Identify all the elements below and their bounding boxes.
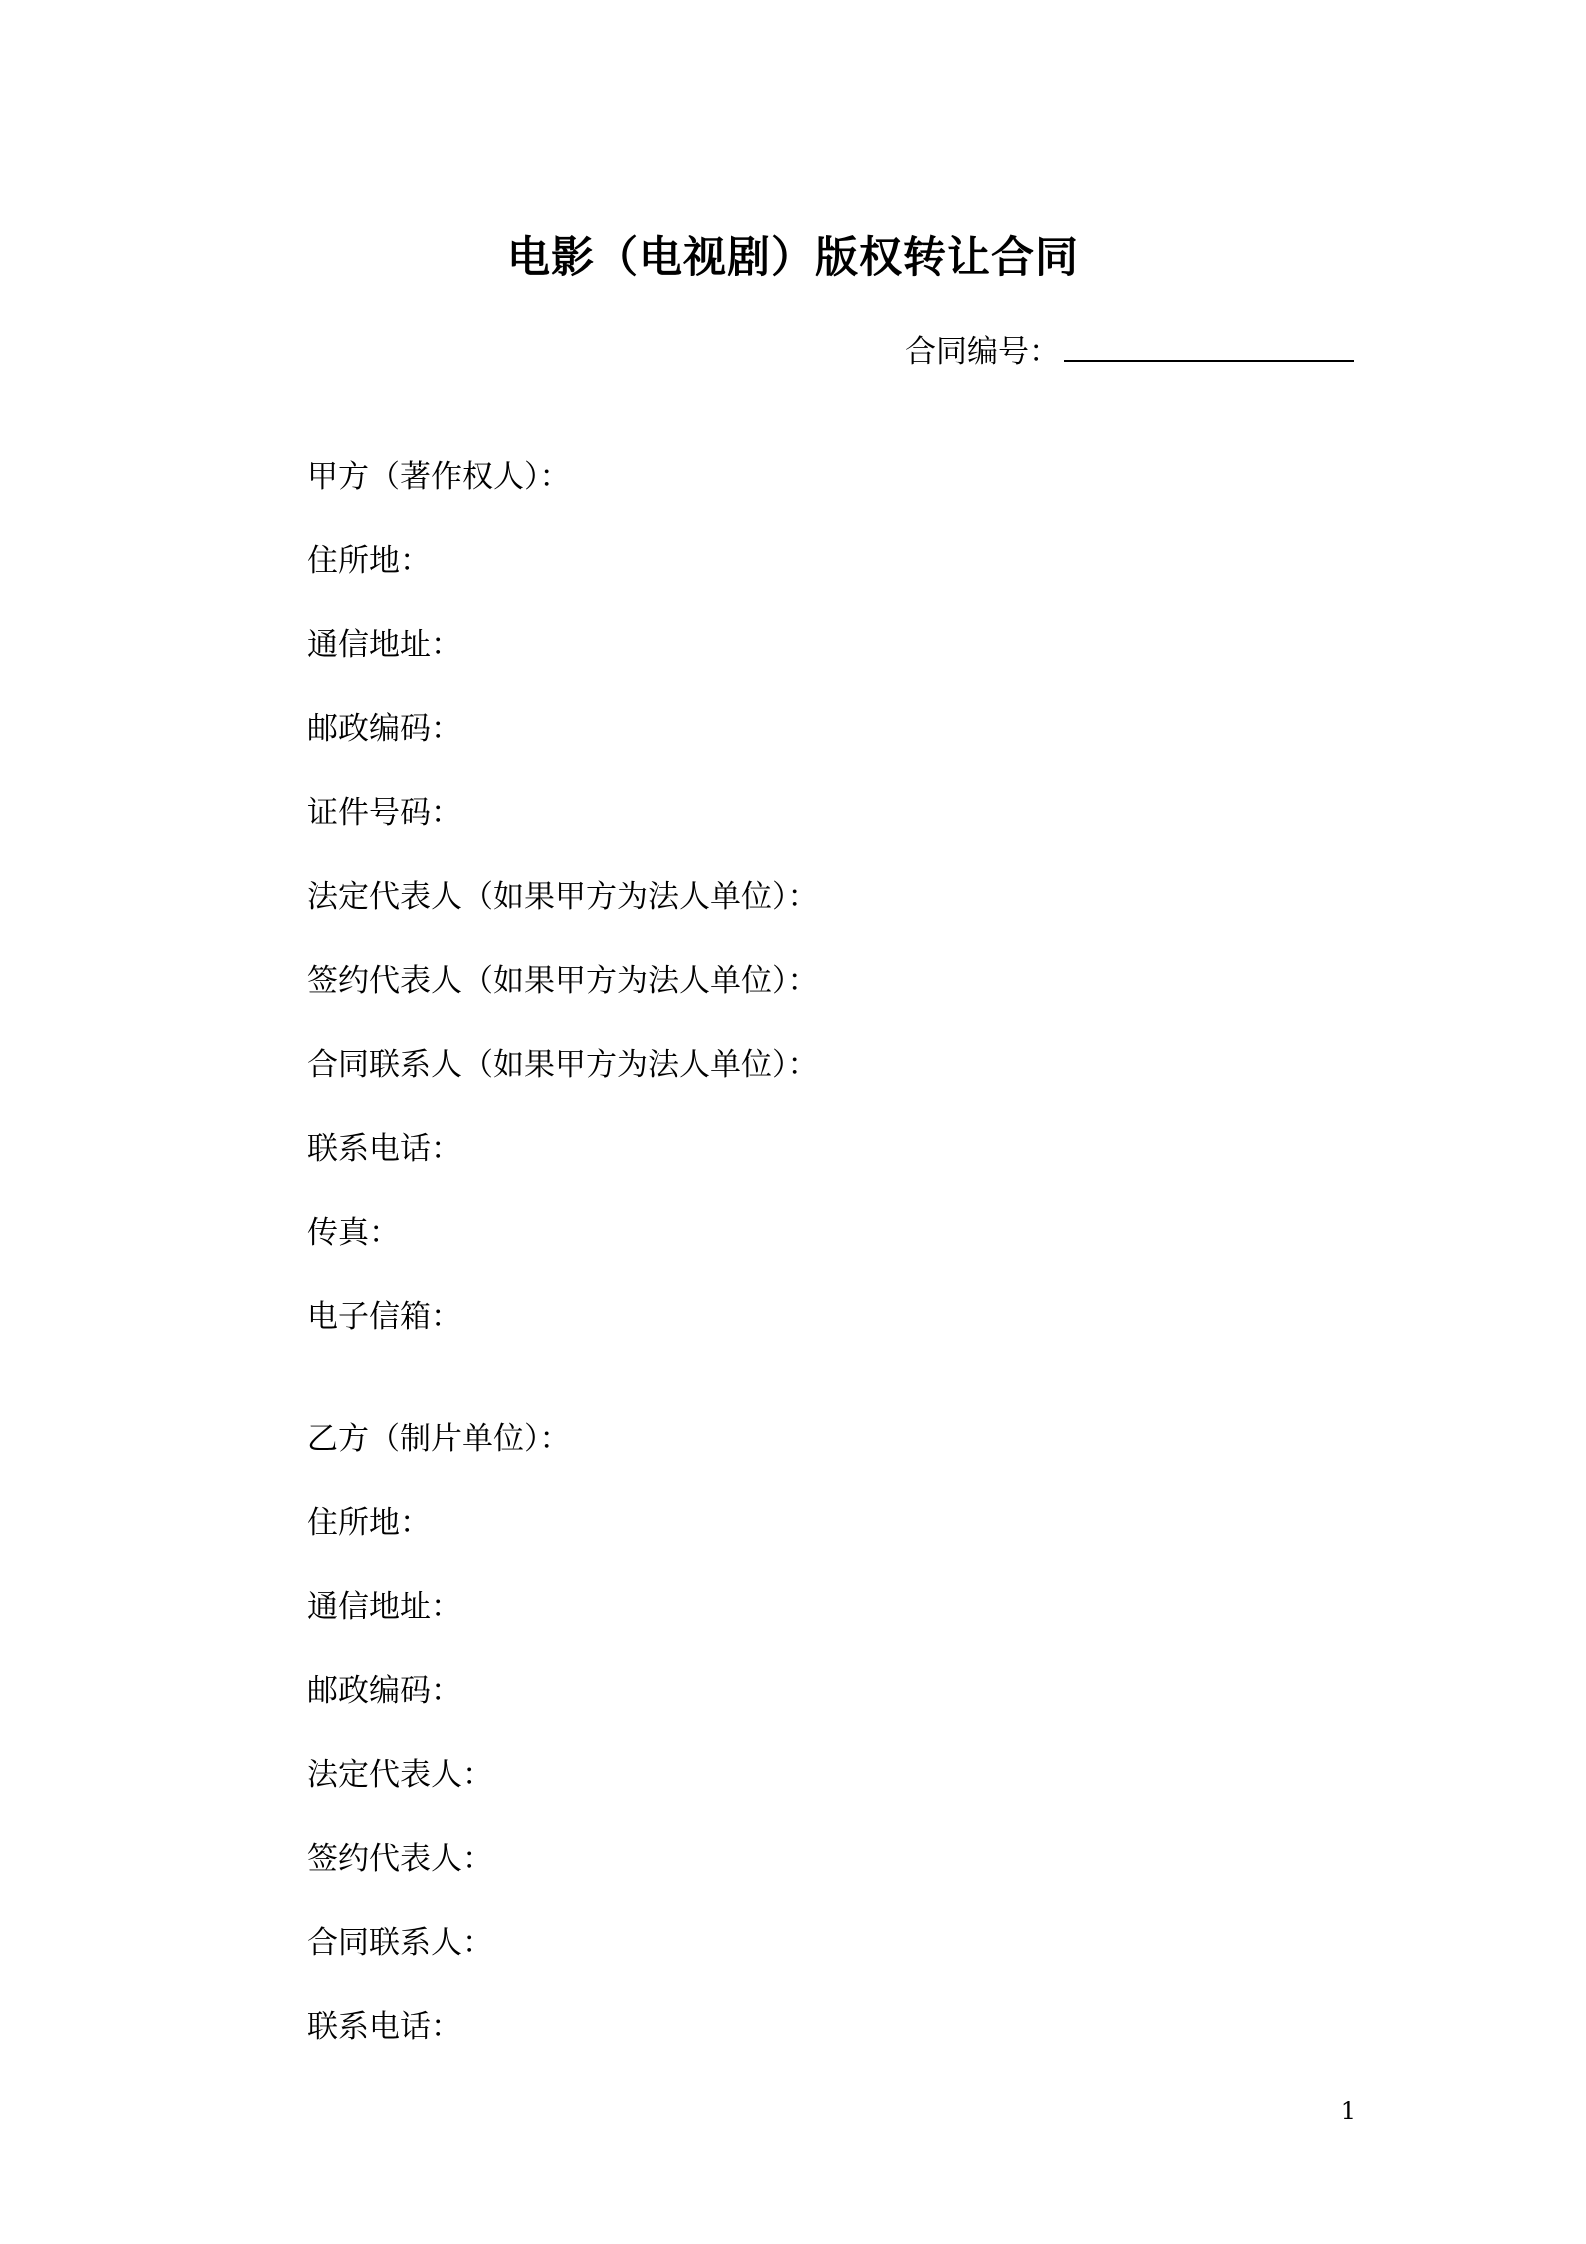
- party-a-phone-label: 联系电话：: [307, 1131, 462, 1167]
- party-b-name-label: 乙方（制片单位）：: [307, 1421, 571, 1457]
- party-b-mailing-address-label: 通信地址：: [307, 1589, 462, 1625]
- party-a-domicile-label: 住所地：: [307, 543, 431, 579]
- party-b-contract-contact-label: 合同联系人：: [307, 1925, 493, 1961]
- contract-number-blank: [1064, 330, 1354, 362]
- page-number: 1: [1340, 2097, 1356, 2125]
- party-a-fax-label: 传真：: [307, 1215, 400, 1251]
- party-a-section: [307, 455, 819, 1379]
- party-b-postal-code-label: 邮政编码：: [307, 1673, 462, 1709]
- contract-number-label: 合同编号：: [905, 334, 1060, 370]
- party-b-section: [307, 1417, 571, 2089]
- party-a-signing-representative-label: 签约代表人（如果甲方为法人单位）：: [307, 963, 819, 999]
- party-a-legal-representative-label: 法定代表人（如果甲方为法人单位）：: [307, 879, 819, 915]
- party-a-postal-code-label: 邮政编码：: [307, 711, 462, 747]
- party-a-contract-contact-label: 合同联系人（如果甲方为法人单位）：: [307, 1047, 819, 1083]
- party-a-mailing-address-label: 通信地址：: [307, 627, 462, 663]
- party-a-name-label: 甲方（著作权人）：: [307, 459, 571, 495]
- party-b-domicile-label: 住所地：: [307, 1505, 431, 1541]
- contract-number-line: [905, 330, 1354, 374]
- document-title: 电影（电视剧）版权转让合同: [507, 233, 1079, 283]
- party-b-phone-label: 联系电话：: [307, 2009, 462, 2045]
- party-a-id-number-label: 证件号码：: [307, 795, 462, 831]
- party-b-signing-representative-label: 签约代表人：: [307, 1841, 493, 1877]
- party-b-legal-representative-label: 法定代表人：: [307, 1757, 493, 1793]
- party-a-email-label: 电子信箱：: [307, 1299, 462, 1335]
